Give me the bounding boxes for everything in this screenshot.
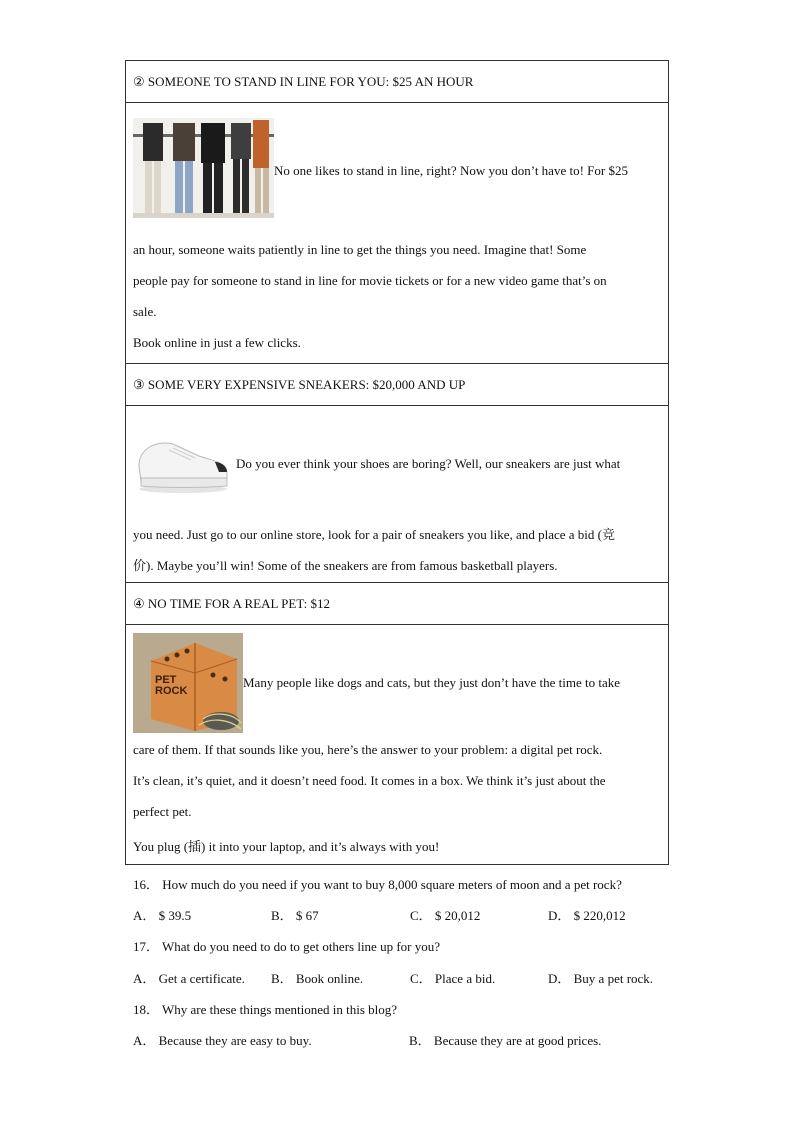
option-d[interactable]: D． Buy a pet rock. <box>548 971 654 986</box>
section-body-line-service <box>126 103 668 364</box>
section-body-sneakers <box>126 406 668 583</box>
section-title: ② SOMEONE TO STAND IN LINE FOR YOU: $25 AN HOUR <box>133 73 474 89</box>
people-standing-in-line-photo <box>133 118 274 218</box>
section-body-pet-rock <box>126 625 668 864</box>
question-18: 18． Why are these things mentioned in this blog? <box>133 1002 398 1017</box>
option-c[interactable]: C． Place a bid. <box>410 971 496 986</box>
paragraph-line: Do you ever think your shoes are boring? Well, our sneakers are just what <box>236 456 621 471</box>
section-heading-pet-rock <box>126 583 668 625</box>
section-title: ④ NO TIME FOR A REAL PET: $12 <box>133 595 330 611</box>
option-c[interactable]: C． $ 20,012 <box>410 908 481 923</box>
paragraph-line: an hour, someone waits patiently in line to get the things you need. Imagine that! Some <box>133 242 587 257</box>
option-d[interactable]: D． $ 220,012 <box>548 908 626 923</box>
option-a[interactable]: A． Because they are easy to buy. <box>133 1033 312 1048</box>
paragraph-line: people pay for someone to stand in line for movie tickets or for a new video game that’s on <box>133 273 607 288</box>
pet-rock-box-label: PET ROCK <box>155 674 188 697</box>
paragraph-line: sale. <box>133 304 157 319</box>
question-16: 16． How much do you need if you want to buy 8,000 square meters of moon and a pet rock? <box>133 877 622 892</box>
pet-rock-box-photo <box>133 633 243 733</box>
option-a[interactable]: A． Get a certificate. <box>133 971 245 986</box>
section-heading-line-service <box>126 61 668 103</box>
question-17: 17． What do you need to do to get others line up for you? <box>133 939 441 954</box>
section-heading-sneakers <box>126 364 668 406</box>
paragraph-line: you need. Just go to our online store, look for a pair of sneakers you like, and place a bid (竞 <box>133 527 615 542</box>
white-sneaker-photo <box>133 426 233 496</box>
paragraph-line: 价). Maybe you’ll win! Some of the sneakers are from famous basketball players. <box>133 558 558 573</box>
option-b[interactable]: B． Book online. <box>271 971 364 986</box>
option-b[interactable]: B． Because they are at good prices. <box>409 1033 602 1048</box>
paragraph-line: No one likes to stand in line, right? Now you don’t have to! For $25 <box>274 163 628 178</box>
paragraph-line: care of them. If that sounds like you, here’s the answer to your problem: a digital pet rock. <box>133 742 603 757</box>
option-a[interactable]: A． $ 39.5 <box>133 908 192 923</box>
paragraph-line: Book online in just a few clicks. <box>133 335 301 350</box>
paragraph-line: It’s clean, it’s quiet, and it doesn’t need food. It comes in a box. We think it’s just about the <box>133 773 606 788</box>
article-table <box>125 60 669 865</box>
paragraph-line: perfect pet. <box>133 804 192 819</box>
paragraph-line: Many people like dogs and cats, but they just don’t have the time to take <box>243 675 621 690</box>
paragraph-line: You plug (插) it into your laptop, and it’s always with you! <box>133 839 440 854</box>
option-b[interactable]: B． $ 67 <box>271 908 319 923</box>
section-title: ③ SOME VERY EXPENSIVE SNEAKERS: $20,000 AND UP <box>133 376 466 392</box>
